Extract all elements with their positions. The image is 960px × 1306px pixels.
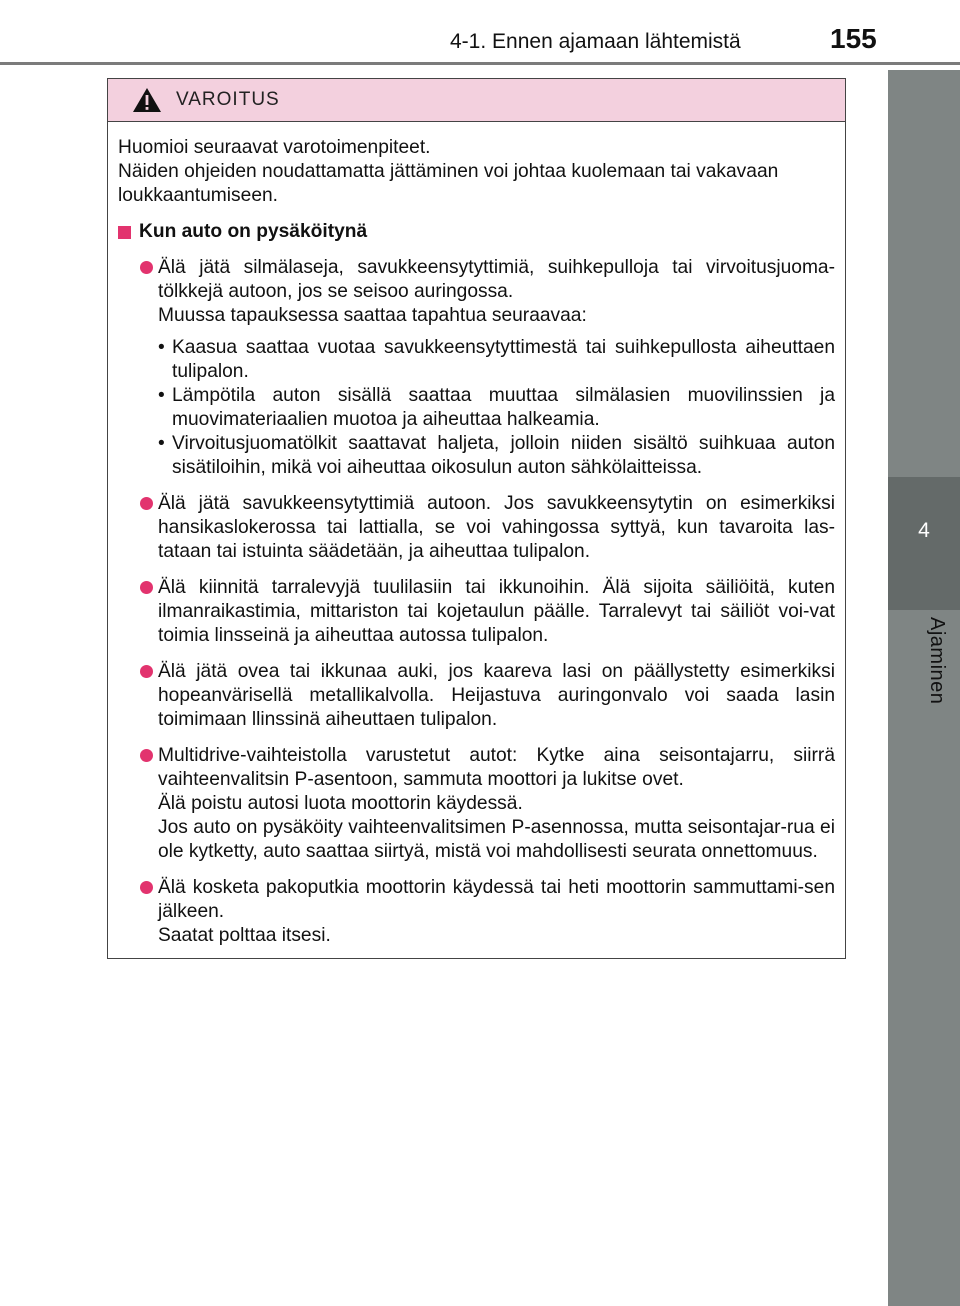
list-item-text xyxy=(158,256,835,480)
list-item-text xyxy=(158,660,835,732)
intro-line: Huomioi seuraavat varotoimenpiteet. xyxy=(118,137,431,158)
warning-header xyxy=(108,79,845,122)
list-item xyxy=(118,576,835,648)
header-section-title: 4-1. Ennen ajamaan lähtemistä xyxy=(450,30,741,53)
warning-intro xyxy=(118,136,835,208)
list-item-text xyxy=(158,492,835,564)
warning-box xyxy=(107,78,846,959)
paragraph: Saatat polttaa itsesi. xyxy=(158,925,331,946)
header-divider xyxy=(0,62,960,65)
chapter-label: Ajaminen xyxy=(926,617,948,705)
paragraph: Älä jätä savukkeensytyttimiä autoon. Jos savukkeensytytin on esimerkiksi hansikaslokerossa tai lattialla, se voi vahingossa syttyä, kun tavaroita las-tataan tai istuinta säädetään, ja aiheuttaa tulipalon. xyxy=(158,493,835,562)
circle-bullet-icon xyxy=(140,665,153,678)
list-item-text xyxy=(158,744,835,864)
list-item xyxy=(118,876,835,948)
list-item-text xyxy=(158,876,835,948)
list-item xyxy=(118,660,835,732)
intro-line: Näiden ohjeiden noudattamatta jättäminen voi johtaa kuolemaan tai vakavaan loukkaantumiseen. xyxy=(118,161,779,206)
sub-list-item-text: Kaasua saattaa vuotaa savukkeensytyttimestä tai suihkepullosta aiheuttaen tulipalon. xyxy=(172,337,835,382)
side-tab-lower xyxy=(888,610,960,1306)
list-item xyxy=(118,744,835,864)
circle-bullet-icon xyxy=(140,261,153,274)
square-bullet-icon xyxy=(118,226,131,239)
paragraph: Älä jätä ovea tai ikkunaa auki, jos kaareva lasi on päällystetty esimerkiksi hopeanvärisellä metallikalvolla. Heijastuva auringonvalo voi saada lasin toimimaan llinssinä aiheuttaen tulipalon. xyxy=(158,661,835,730)
paragraph: Älä kosketa pakoputkia moottorin käydessä tai heti moottorin sammuttami-sen jälkeen. xyxy=(158,877,835,922)
dot-marker-icon: • xyxy=(158,385,165,406)
section-title: Kun auto on pysäköitynä xyxy=(139,221,368,242)
sub-list-item xyxy=(158,432,835,480)
circle-bullet-icon xyxy=(140,749,153,762)
list-item-text xyxy=(158,576,835,648)
circle-bullet-icon xyxy=(140,881,153,894)
section-heading xyxy=(118,220,835,244)
chapter-label-wrap xyxy=(925,617,948,704)
sub-list-item-text: Virvoitusjuomatölkit saattavat haljeta, jolloin niiden sisältö suihkuaa auton sisätiloihin, mikä voi aiheuttaa oikosulun auton sähkölaitteissa. xyxy=(172,433,835,478)
dot-marker-icon: • xyxy=(158,433,165,454)
sub-list xyxy=(158,336,835,480)
circle-bullet-icon xyxy=(140,497,153,510)
paragraph: Älä kiinnitä tarralevyjä tuulilasiin tai ikkunoihin. Älä sijoita säiliöitä, kuten ilmanraikastimia, mittariston tai kojetaulun päälle. Tarralevyt tai säiliöt voi-vat toimia linsseinä ja aiheuttaa autossa tulipalon. xyxy=(158,577,835,646)
sub-list-item xyxy=(158,336,835,384)
sub-list-item xyxy=(158,384,835,432)
side-tab-upper xyxy=(888,70,960,477)
paragraph: Multidrive-vaihteistolla varustetut autot: Kytke aina seisontajarru, siirrä vaihteenvalitsin P-asentoon, sammuta moottori ja lukitse ovet. xyxy=(158,745,835,790)
side-tab-chapter xyxy=(888,477,960,610)
warning-content xyxy=(108,122,845,948)
paragraph: Muussa tapauksessa saattaa tapahtua seuraavaa: xyxy=(158,305,587,326)
sub-list-item-text: Lämpötila auton sisällä saattaa muuttaa silmälasien muovilinssien ja muovimateriaalien muotoa ja aiheuttaa halkeamia. xyxy=(172,385,835,430)
list-item xyxy=(118,256,835,480)
dot-marker-icon: • xyxy=(158,337,165,358)
warning-triangle-icon xyxy=(132,87,162,113)
paragraph: Jos auto on pysäköity vaihteenvalitsimen P-asennossa, mutta seisontajar-rua ei ole kytketty, auto saattaa siirtyä, mistä voi mahdollisesti seurata onnettomuus. xyxy=(158,817,835,862)
paragraph: Älä jätä silmälaseja, savukkeensytyttimiä, suihkepulloja tai virvoitusjuoma-tölkkejä autoon, jos se seisoo auringossa. xyxy=(158,257,835,302)
warning-title: VAROITUS xyxy=(176,89,280,110)
page-number: 155 xyxy=(830,23,877,54)
list-item xyxy=(118,492,835,564)
paragraph: Älä poistu autosi luota moottorin käydessä. xyxy=(158,793,523,814)
chapter-number: 4 xyxy=(918,519,930,542)
circle-bullet-icon xyxy=(140,581,153,594)
